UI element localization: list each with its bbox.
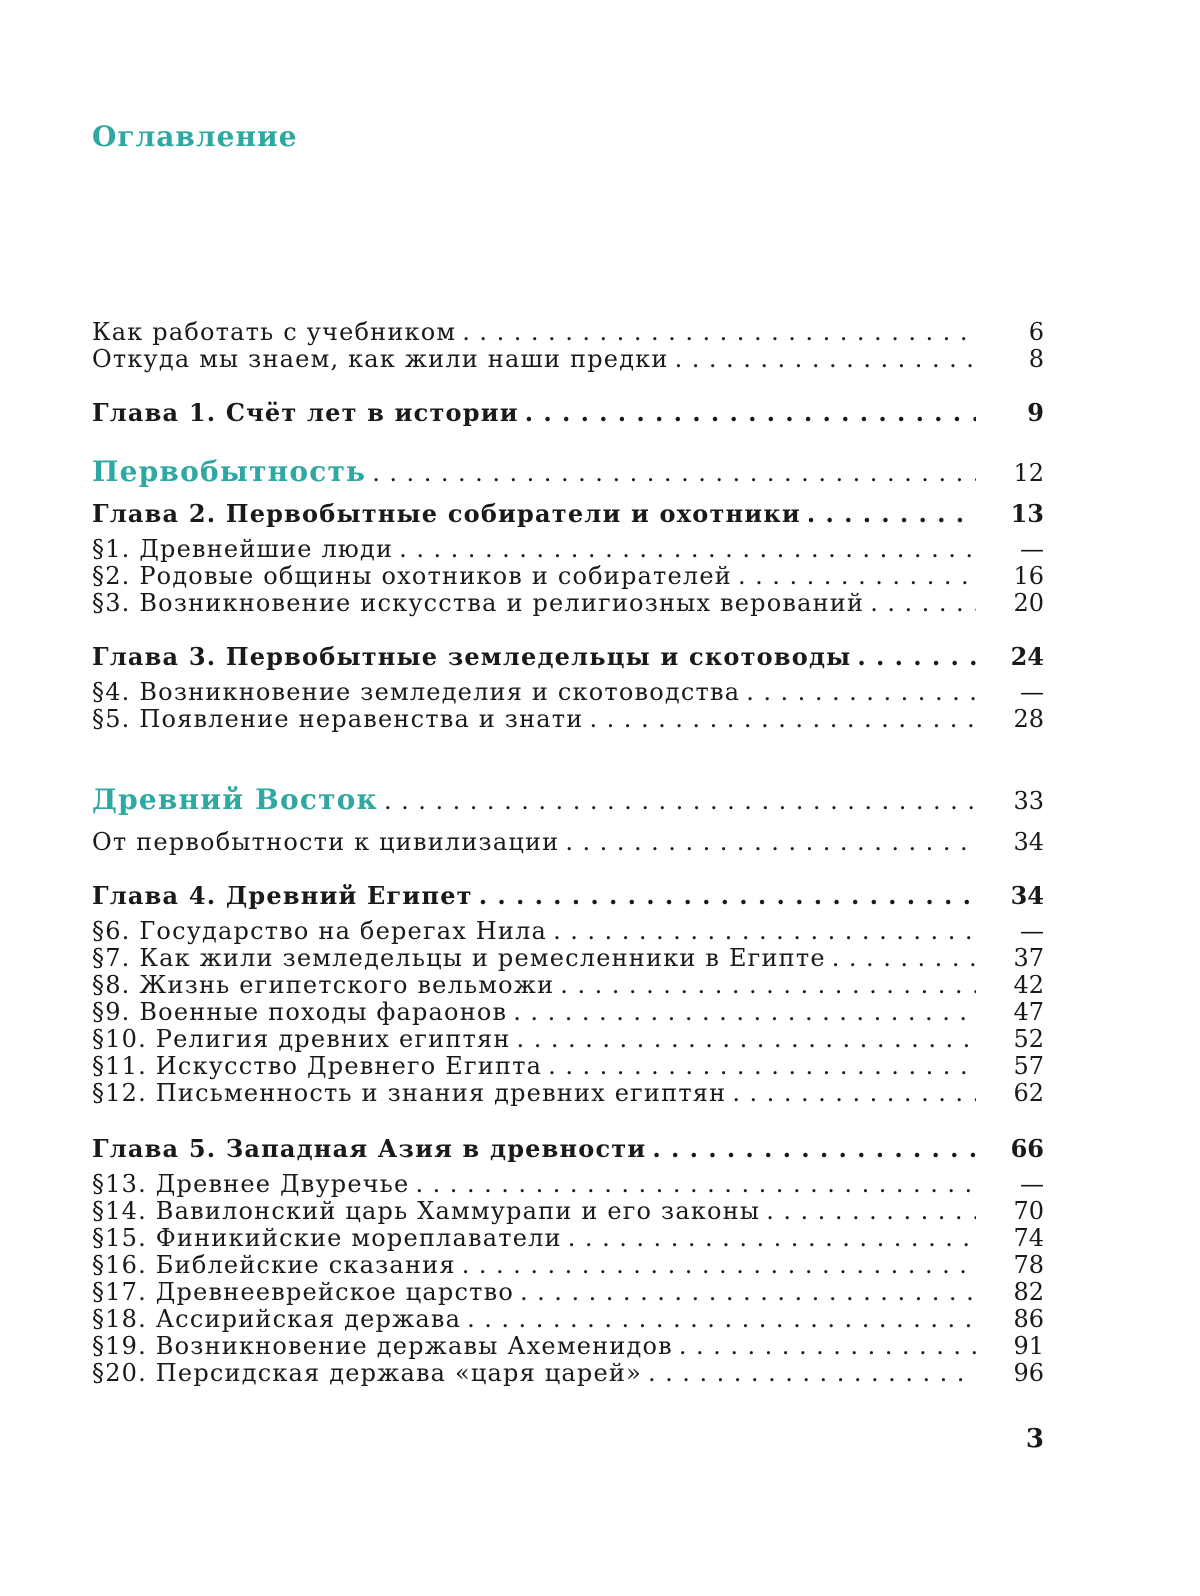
toc-entry[interactable] <box>92 535 1044 563</box>
dot-leader <box>384 785 976 817</box>
dot-leader <box>372 457 976 489</box>
toc-entry[interactable] <box>92 589 1044 617</box>
dot-leader <box>746 678 976 706</box>
dot-leader <box>648 1359 976 1387</box>
page-title: Оглавление <box>92 120 298 153</box>
toc-entry-title: §19. Возникновение державы Ахеменидов <box>92 1332 673 1360</box>
toc-entry-page: 13 <box>1010 500 1044 528</box>
toc-chapter[interactable] <box>92 1135 1044 1163</box>
toc-entry-page: 24 <box>1010 643 1044 671</box>
toc-entry-page: 66 <box>1010 1135 1044 1163</box>
dot-leader <box>652 1135 976 1163</box>
toc-entry-page: 74 <box>1013 1224 1044 1252</box>
toc-entry-page: 82 <box>1013 1278 1044 1306</box>
toc-entry-title: §13. Древнее Двуречье <box>92 1170 410 1198</box>
toc-entry-page: 42 <box>1013 971 1044 999</box>
toc-entry-page: 37 <box>1013 944 1044 972</box>
toc-entry-title: Глава 5. Западная Азия в древности <box>92 1135 647 1163</box>
toc-entry[interactable] <box>92 345 1044 373</box>
toc-entry-page: 16 <box>1013 562 1044 590</box>
toc-entry-title: Глава 4. Древний Египет <box>92 882 473 910</box>
toc-entry[interactable] <box>92 1332 1044 1360</box>
dot-leader <box>513 998 976 1026</box>
toc-entry-page: — <box>1020 1170 1044 1198</box>
toc-entry-page: 12 <box>1013 459 1044 487</box>
toc-entry-title: §10. Религия древних египтян <box>92 1025 511 1053</box>
toc-entry-title: §7. Как жили земледельцы и ремесленники в Египте <box>92 944 826 972</box>
toc-entry[interactable] <box>92 1025 1044 1053</box>
toc-entry[interactable] <box>92 828 1044 856</box>
toc-entry[interactable] <box>92 678 1044 706</box>
toc-section-title: Древний Восток <box>92 784 378 816</box>
toc-entry-title: §5. Появление неравенства и знати <box>92 705 584 733</box>
dot-leader <box>520 1278 976 1306</box>
toc-entry-title: §9. Военные походы фараонов <box>92 998 508 1026</box>
toc-entry[interactable] <box>92 705 1044 733</box>
toc-entry-page: — <box>1020 535 1044 563</box>
toc-entry-page: 33 <box>1013 787 1044 815</box>
toc-entry[interactable] <box>92 971 1044 999</box>
dot-leader <box>462 1251 976 1279</box>
dot-leader <box>560 971 976 999</box>
dot-leader <box>870 589 976 617</box>
dot-leader <box>857 643 976 671</box>
toc-entry-title: От первобытности к цивилизации <box>92 828 560 856</box>
toc-chapter[interactable] <box>92 500 1044 528</box>
toc-entry-page: 6 <box>1028 318 1044 346</box>
dot-leader <box>565 828 976 856</box>
toc-entry-page: 20 <box>1013 589 1044 617</box>
toc-entry-title: Откуда мы знаем, как жили наши предки <box>92 345 669 373</box>
dot-leader <box>732 1079 976 1107</box>
toc-entry-page: 34 <box>1010 882 1044 910</box>
toc-entry-page: 57 <box>1013 1052 1044 1080</box>
dot-leader <box>553 917 976 945</box>
toc-entry[interactable] <box>92 562 1044 590</box>
toc-entry[interactable] <box>92 318 1044 346</box>
toc-entry[interactable] <box>92 998 1044 1026</box>
toc-entry-title: §8. Жизнь египетского вельможи <box>92 971 555 999</box>
toc-chapter[interactable] <box>92 399 1044 427</box>
dot-leader <box>525 399 976 427</box>
toc-entry-page: 86 <box>1013 1305 1044 1333</box>
toc-entry-title: §11. Искусство Древнего Египта <box>92 1052 543 1080</box>
toc-entry[interactable] <box>92 1197 1044 1225</box>
dot-leader <box>517 1025 976 1053</box>
toc-entry-title: §6. Государство на берегах Нила <box>92 917 548 945</box>
dot-leader <box>415 1170 976 1198</box>
toc-entry-page: 62 <box>1013 1079 1044 1107</box>
toc-entry-page: 78 <box>1013 1251 1044 1279</box>
toc-entry-page: 70 <box>1013 1197 1044 1225</box>
dot-leader <box>462 318 976 346</box>
toc-entry[interactable] <box>92 1079 1044 1107</box>
toc-entry-page: 91 <box>1013 1332 1044 1360</box>
toc-entry-page: 28 <box>1013 705 1044 733</box>
toc-entry-page: 9 <box>1027 399 1044 427</box>
toc-chapter[interactable] <box>92 643 1044 671</box>
dot-leader <box>832 944 976 972</box>
toc-entry-page: 8 <box>1028 345 1044 373</box>
toc-entry-title: §15. Финикийские мореплаватели <box>92 1224 562 1252</box>
toc-entry[interactable] <box>92 1052 1044 1080</box>
toc-entry[interactable] <box>92 1278 1044 1306</box>
toc-entry[interactable] <box>92 944 1044 972</box>
dot-leader <box>766 1197 976 1225</box>
toc-entry-title: §14. Вавилонский царь Хаммурапи и его законы <box>92 1197 761 1225</box>
toc-entry-title: §3. Возникновение искусства и религиозных верований <box>92 589 865 617</box>
toc-section-title: Первобытность <box>92 456 367 488</box>
toc-entry-page: 34 <box>1013 828 1044 856</box>
toc-section[interactable] <box>92 456 1044 489</box>
toc-entry[interactable] <box>92 1224 1044 1252</box>
toc-entry[interactable] <box>92 917 1044 945</box>
toc-entry-title: Глава 2. Первобытные собиратели и охотники <box>92 500 801 528</box>
toc-entry-title: §12. Письменность и знания древних египтян <box>92 1079 727 1107</box>
toc-entry-title: §18. Ассирийская держава <box>92 1305 462 1333</box>
dot-leader <box>807 500 976 528</box>
toc-section[interactable] <box>92 784 1044 817</box>
toc-entry[interactable] <box>92 1359 1044 1387</box>
toc-entry-title: §16. Библейские сказания <box>92 1251 456 1279</box>
toc-entry-title: §17. Древнееврейское царство <box>92 1278 514 1306</box>
dot-leader <box>589 705 976 733</box>
toc-entry-page: — <box>1020 678 1044 706</box>
dot-leader <box>738 562 976 590</box>
page-number: 3 <box>1025 1424 1044 1454</box>
toc-entry-page: — <box>1020 917 1044 945</box>
dot-leader <box>675 345 976 373</box>
toc-entry-page: 47 <box>1013 998 1044 1026</box>
dot-leader <box>479 882 976 910</box>
dot-leader <box>548 1052 976 1080</box>
toc-entry[interactable] <box>92 1305 1044 1333</box>
toc-entry-title: Глава 1. Счёт лет в истории <box>92 399 519 427</box>
toc-chapter[interactable] <box>92 882 1044 910</box>
toc-entry-title: §20. Персидская держава «царя царей» <box>92 1359 642 1387</box>
toc-entry[interactable] <box>92 1170 1044 1198</box>
dot-leader <box>399 535 976 563</box>
toc-entry-title: §4. Возникновение земледелия и скотоводства <box>92 678 741 706</box>
toc-entry-page: 96 <box>1013 1359 1044 1387</box>
toc-entry-title: Глава 3. Первобытные земледельцы и скотоводы <box>92 643 852 671</box>
toc-entry-title: §1. Древнейшие люди <box>92 535 394 563</box>
dot-leader <box>467 1305 976 1333</box>
toc-entry-title: Как работать с учебником <box>92 318 457 346</box>
dot-leader <box>568 1224 976 1252</box>
toc-entry[interactable] <box>92 1251 1044 1279</box>
dot-leader <box>679 1332 976 1360</box>
toc-entry-title: §2. Родовые общины охотников и собирателей <box>92 562 732 590</box>
toc-entry-page: 52 <box>1013 1025 1044 1053</box>
